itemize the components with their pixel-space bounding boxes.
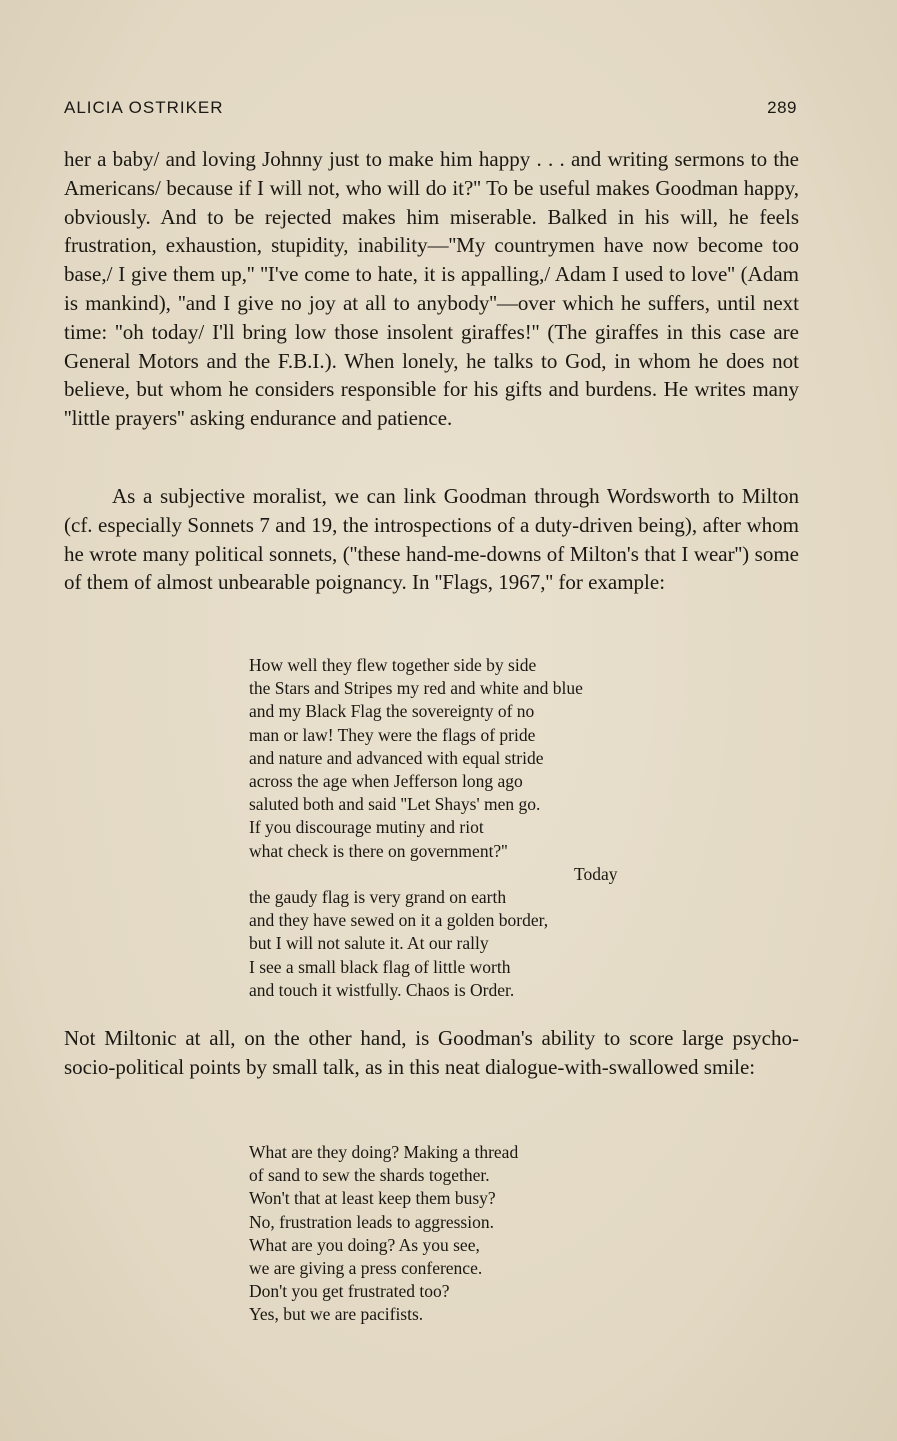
poem-line: the gaudy flag is very grand on earth: [249, 887, 507, 908]
poem-line: What are you doing? As you see,: [249, 1234, 480, 1255]
poem-line: and they have sewed on it a golden border,: [249, 910, 549, 931]
paragraph-small-talk: [64, 1024, 799, 1082]
poem-line: If you discourage mutiny and riot: [249, 817, 484, 838]
poem-line: Yes, but we are pacifists.: [249, 1304, 424, 1325]
poem-line: No, frustration leads to aggression.: [249, 1211, 494, 1232]
poem-line: I see a small black flag of little worth: [249, 956, 511, 977]
poem-line: and nature and advanced with equal stride: [249, 747, 544, 768]
poem-line: and touch it wistfully. Chaos is Order.: [249, 979, 515, 1000]
poem-line: we are giving a press conference.: [249, 1258, 483, 1279]
poem-line-dropped: Today: [574, 863, 618, 884]
paragraph-text: her a baby/ and loving Johnny just to make him happy . . . and writing sermons to the Americans/ because if I will not, who will do it?'' To be useful makes Goodman happy, obviously. And to be rejected makes him miserable. Balked in his will, he feels frustration, exhaustion, stupidity, inability—''My countrymen have now become too base,/ I give them up,'' ''I've come to hate, it is appalling,/ Adam I used to love'' (Adam is mankind), ''and I give no joy at all to anybody''—over which he suffers, until next time: ''oh today/ I'll bring low those insolent giraffes!'' (The giraffes in this case are General Motors and the F.B.I.). When lonely, he talks to God, in whom he does not believe, but whom he considers responsible for his gifts and burdens. He writes many ''little prayers'' asking endurance and patience.: [64, 147, 799, 431]
poem-line: What are they doing? Making a thread: [249, 1142, 519, 1162]
poem-dialogue: [249, 1141, 669, 1327]
poem-line: but I will not salute it. At our rally: [249, 933, 489, 954]
running-head-author: ALICIA OSTRIKER: [64, 98, 224, 117]
poem-flags-1967: [249, 654, 669, 1002]
poem-line: How well they flew together side by side: [249, 655, 537, 675]
paragraph-continued: [64, 145, 799, 433]
running-head: [64, 98, 797, 120]
page-number: 289: [767, 98, 797, 117]
poem-line: across the age when Jefferson long ago: [249, 771, 523, 792]
paragraph-milton: [64, 482, 799, 597]
poem-line: of sand to sew the shards together.: [249, 1165, 490, 1186]
poem-line: the Stars and Stripes my red and white and blue: [249, 678, 583, 699]
poem-line: saluted both and said ''Let Shays' men go.: [249, 794, 541, 815]
paragraph-text: As a subjective moralist, we can link Goodman through Wordsworth to Milton (cf. especially Sonnets 7 and 19, the introspections of a duty-driven being), after whom he wrote many political sonnets, (''these hand-me-downs of Milton's that I wear'') some of them of almost unbearable poignancy. In ''Flags, 1967,'' for example:: [64, 484, 799, 595]
poem-line: Won't that at least keep them busy?: [249, 1188, 496, 1209]
poem-line: and my Black Flag the sovereignty of no: [249, 701, 535, 722]
poem-line: Don't you get frustrated too?: [249, 1281, 450, 1302]
poem-line: what check is there on government?'': [249, 840, 508, 861]
poem-line: man or law! They were the flags of pride: [249, 724, 536, 745]
paragraph-text: Not Miltonic at all, on the other hand, is Goodman's ability to score large psycho-socio-political points by small talk, as in this neat dialogue-with-swallowed smile:: [64, 1026, 799, 1079]
